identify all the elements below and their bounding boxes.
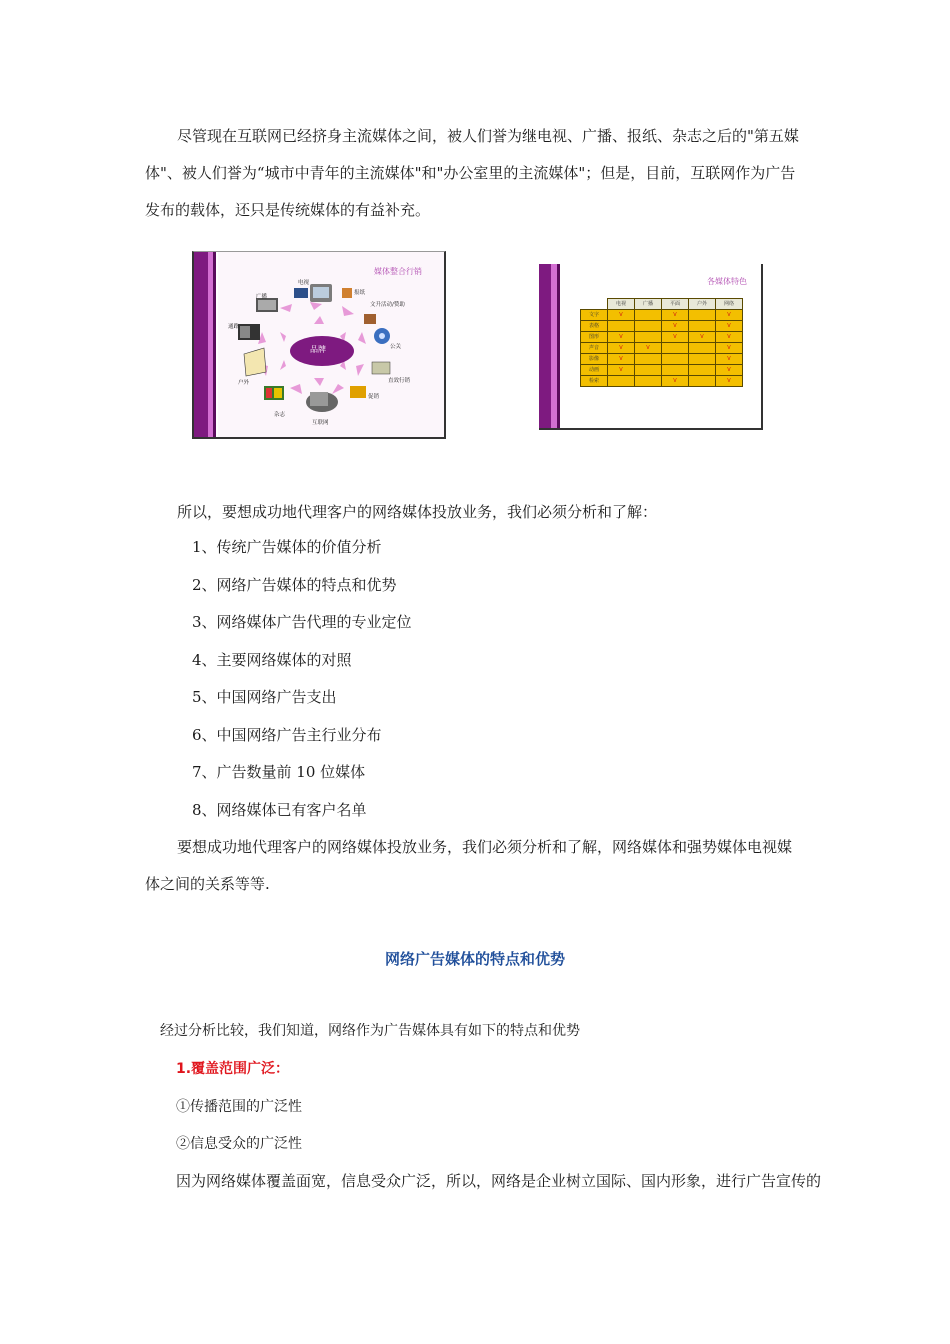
table-cell: V xyxy=(716,343,743,354)
list-item: 8、网络媒体已有客户名单 xyxy=(192,800,367,819)
summary-paragraph: 要想成功地代理客户的网络媒体投放业务，我们必须分析和了解，网络媒体和强势媒体电视媒体之间的关系等等. xyxy=(145,838,793,893)
table-cell xyxy=(689,376,716,387)
table-cell xyxy=(689,310,716,321)
node-magazine: 杂志 xyxy=(274,412,286,418)
table-row xyxy=(581,365,743,376)
node-direct-marketing: 直效行销 xyxy=(388,378,411,384)
list-item: 2、网络广告媒体的特点和优势 xyxy=(192,575,397,594)
table-cell: V xyxy=(716,354,743,365)
table-cell: V xyxy=(635,343,662,354)
node-radio: 广播 xyxy=(256,294,268,300)
col-header: 户外 xyxy=(689,299,716,310)
figure1-title: 媒体整合行销 xyxy=(374,267,422,276)
list-item: 4、主要网络媒体的对照 xyxy=(192,650,352,669)
table-cell: V xyxy=(689,332,716,343)
row-label: 图形 xyxy=(581,332,608,343)
table-cell: V xyxy=(716,321,743,332)
media-features-table xyxy=(580,298,743,387)
table-cell xyxy=(662,365,689,376)
table-cell: V xyxy=(716,332,743,343)
table-cell: V xyxy=(716,310,743,321)
node-pr: 公关 xyxy=(390,344,402,350)
node-promotion: 促销 xyxy=(368,394,380,400)
row-label: 检索 xyxy=(581,376,608,387)
table-cell: V xyxy=(662,332,689,343)
table-row xyxy=(581,321,743,332)
node-outdoor: 户外 xyxy=(238,380,250,386)
list-item: 6、中国网络广告主行业分布 xyxy=(192,725,382,744)
table-cell xyxy=(635,354,662,365)
row-label: 表格 xyxy=(581,321,608,332)
intro-paragraph: 尽管现在互联网已经挤身主流媒体之间，被人们誉为继电视、广播、报纸、杂志之后的"第五媒体"、被人们誉为“城市中青年的主流媒体"和"办公室里的主流媒体"；但是，目前，互联网作为广告发布的载体，还只是传统媒体的有益补充。 xyxy=(145,127,799,219)
row-label: 声音 xyxy=(581,343,608,354)
table-cell: V xyxy=(608,332,635,343)
node-channel: 通路 xyxy=(228,324,240,330)
table-cell: V xyxy=(608,310,635,321)
table-cell: V xyxy=(662,321,689,332)
point1-title: 1.覆盖范围广泛： xyxy=(176,1061,290,1077)
table-cell xyxy=(689,343,716,354)
table-cell: V xyxy=(608,354,635,365)
table-cell xyxy=(635,332,662,343)
table-cell xyxy=(608,321,635,332)
table-cell: V xyxy=(662,376,689,387)
table-cell xyxy=(635,321,662,332)
col-header: 平面 xyxy=(662,299,689,310)
media-features-figure xyxy=(539,264,763,430)
table-cell xyxy=(635,310,662,321)
table-row xyxy=(581,354,743,365)
brand-center-label: 品牌 xyxy=(310,345,326,354)
table-cell: V xyxy=(662,310,689,321)
list-item: 5、中国网络广告支出 xyxy=(192,688,337,706)
table-cell: V xyxy=(608,343,635,354)
table-cell: V xyxy=(716,376,743,387)
table-cell xyxy=(608,376,635,387)
table-cell: V xyxy=(608,365,635,376)
list-item: 1、传统广告媒体的价值分析 xyxy=(192,538,382,556)
table-cell xyxy=(662,354,689,365)
node-internet: 互联网 xyxy=(312,420,329,426)
table-row xyxy=(581,310,743,321)
table-row xyxy=(581,376,743,387)
table-cell xyxy=(635,365,662,376)
point1-item: ②信息受众的广泛性 xyxy=(176,1136,302,1152)
media-integration-figure xyxy=(192,251,446,439)
node-tv: 电视 xyxy=(298,280,310,286)
table-cell: V xyxy=(716,365,743,376)
table-cell xyxy=(689,365,716,376)
row-label: 文字 xyxy=(581,310,608,321)
analysis-list xyxy=(192,529,412,829)
list-item: 7、广告数量前 10 位媒体 xyxy=(192,763,366,781)
section-intro: 经过分析比较，我们知道，网络作为广告媒体具有如下的特点和优势 xyxy=(160,1023,580,1039)
col-header: 网络 xyxy=(716,299,743,310)
section-heading: 网络广告媒体的特点和优势 xyxy=(384,950,565,968)
point1-item: ①传播范围的广泛性 xyxy=(176,1099,302,1115)
lead-in-paragraph: 所以，要想成功地代理客户的网络媒体投放业务，我们必须分析和了解： xyxy=(177,503,658,521)
table-cell xyxy=(689,354,716,365)
point1-text: 因为网络媒体覆盖面宽，信息受众广泛，所以，网络是企业树立国际、国内形象，进行广告宣传的 xyxy=(176,1172,822,1190)
figure2-title: 各媒体特色 xyxy=(707,277,747,286)
table-row xyxy=(581,332,743,343)
col-header: 广播 xyxy=(635,299,662,310)
table-cell xyxy=(662,343,689,354)
row-label: 影像 xyxy=(581,354,608,365)
list-item: 3、网络媒体广告代理的专业定位 xyxy=(192,613,412,631)
node-events: 文升活动/赞助 xyxy=(370,302,405,308)
col-header: 电视 xyxy=(608,299,635,310)
table-cell xyxy=(635,376,662,387)
row-label: 动画 xyxy=(581,365,608,376)
table-cell xyxy=(689,321,716,332)
table-row xyxy=(581,343,743,354)
node-newspaper: 报纸 xyxy=(354,290,366,296)
